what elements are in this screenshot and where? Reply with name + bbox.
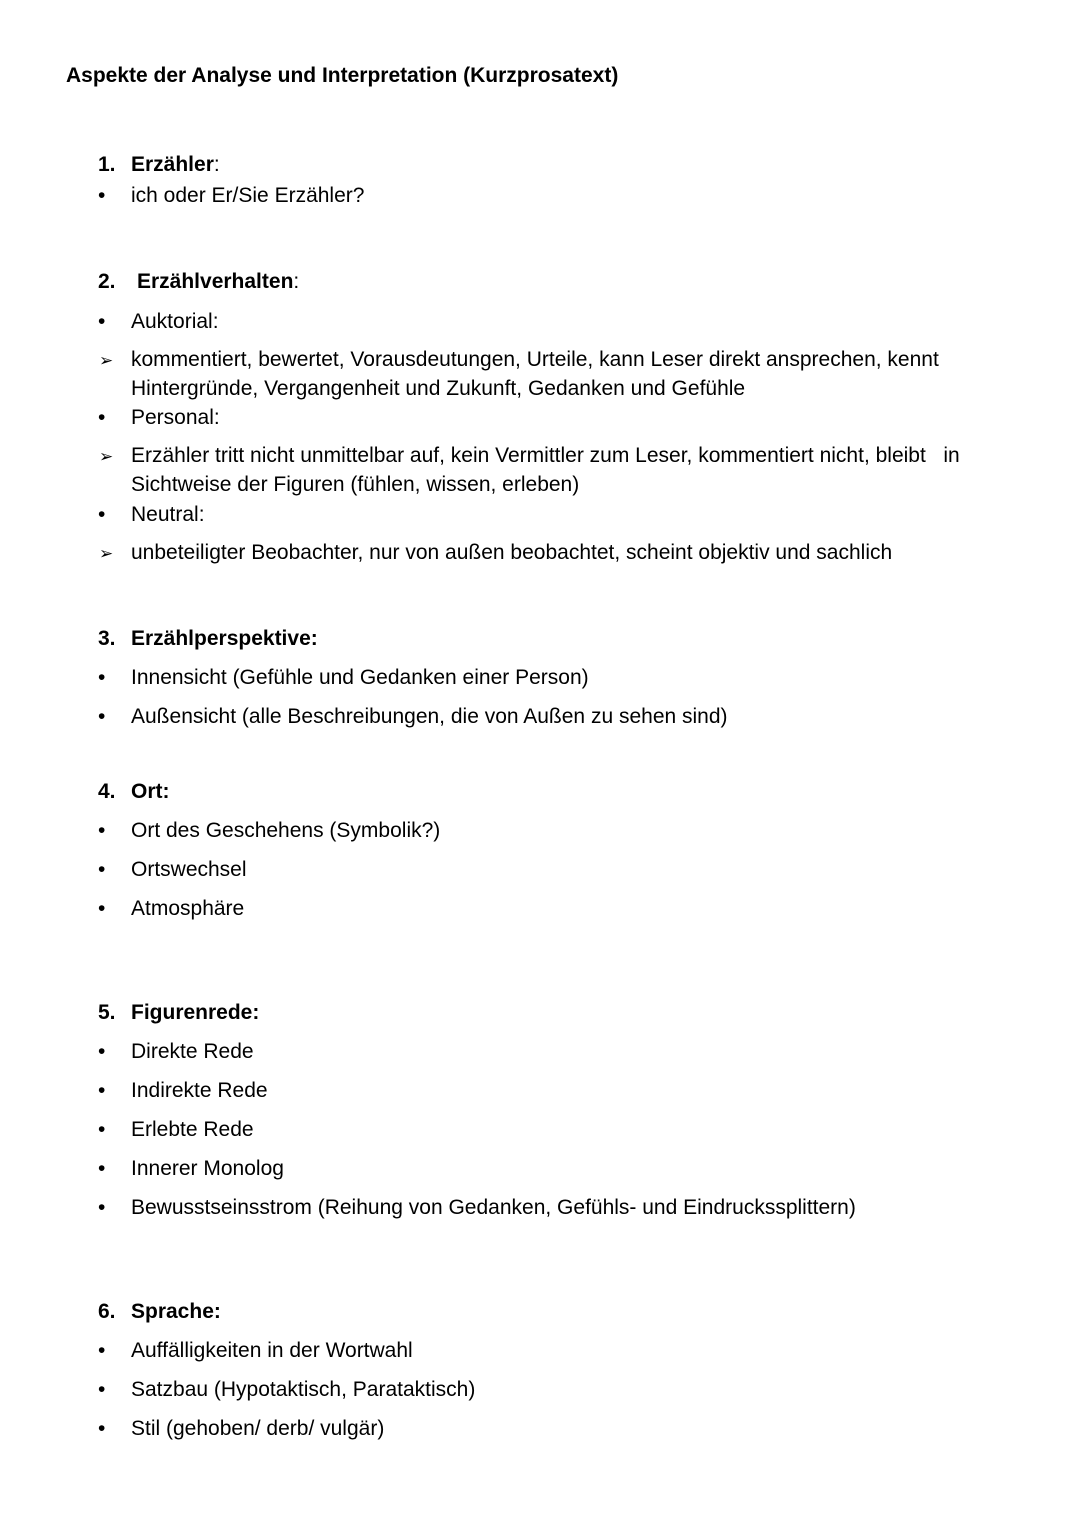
section-suffix: : xyxy=(213,153,220,176)
section-number: 5. xyxy=(98,1001,116,1024)
list-item-text: ich oder Er/Sie Erzähler? xyxy=(131,184,365,207)
page-title: Aspekte der Analyse und Interpretation (Kurzprosatext) xyxy=(66,64,619,87)
section-number: 2. xyxy=(98,270,116,293)
list-item xyxy=(98,1414,998,1443)
list-item xyxy=(98,1076,998,1105)
list-item-text: Erzähler tritt nicht unmittelbar auf, kein Vermittler zum Leser, kommentiert nicht, bleibt in Sichtweise der Figuren (fühlen, wissen, erleben) xyxy=(131,444,966,496)
list-item xyxy=(98,816,998,845)
list-item-text: Personal: xyxy=(131,406,220,429)
list-item xyxy=(98,1115,998,1144)
list-item xyxy=(98,702,998,731)
list-item-text: Außensicht (alle Beschreibungen, die von Außen zu sehen sind) xyxy=(131,705,728,728)
section-heading-figurenrede xyxy=(98,1001,259,1025)
arrow-bullet-icon: ➢ xyxy=(99,447,114,466)
bullet-icon: • xyxy=(98,1339,106,1362)
list-item xyxy=(98,1037,998,1066)
list-item-text: Innensicht (Gefühle und Gedanken einer Person) xyxy=(131,666,589,689)
section-heading-erzaehlverhalten xyxy=(98,270,299,294)
list-item-text: Auffälligkeiten in der Wortwahl xyxy=(131,1339,413,1362)
list-item-text: Neutral: xyxy=(131,503,205,526)
bullet-icon: • xyxy=(98,184,106,207)
list-item-text: Bewusstseinsstrom (Reihung von Gedanken, Gefühls- und Eindruckssplittern) xyxy=(131,1196,856,1219)
section-heading-erzaehler xyxy=(98,153,220,177)
section-label: Erzählperspektive: xyxy=(131,627,318,650)
bullet-icon: • xyxy=(98,1040,106,1063)
bullet-icon: • xyxy=(98,503,106,526)
list-item xyxy=(98,441,998,499)
list-item-text: Satzbau (Hypotaktisch, Parataktisch) xyxy=(131,1378,476,1401)
arrow-bullet-icon: ➢ xyxy=(99,544,114,563)
list-item-text: Stil (gehoben/ derb/ vulgär) xyxy=(131,1417,385,1440)
list-item-text: kommentiert, bewertet, Vorausdeutungen, Urteile, kann Leser direkt ansprechen, kennt Hintergründe, Vergangenheit und Zukunft, Gedanken und Gefühle xyxy=(131,348,939,400)
list-item xyxy=(98,855,998,884)
section-suffix: : xyxy=(293,270,300,293)
section-heading-sprache xyxy=(98,1300,221,1324)
list-item-text: Atmosphäre xyxy=(131,897,245,920)
list-item xyxy=(98,1336,998,1365)
section-label: Ort: xyxy=(131,780,170,803)
section-number: 1. xyxy=(98,153,116,176)
list-item xyxy=(98,894,998,923)
section-heading-ort xyxy=(98,780,170,804)
section-number: 3. xyxy=(98,627,116,650)
list-item-text: Erlebte Rede xyxy=(131,1118,254,1141)
list-item-text: Innerer Monolog xyxy=(131,1157,284,1180)
section-label: Erzähler xyxy=(131,153,214,176)
bullet-icon: • xyxy=(98,897,106,920)
list-item xyxy=(98,663,998,692)
bullet-icon: • xyxy=(98,858,106,881)
list-item xyxy=(98,307,998,336)
section-label: Figurenrede: xyxy=(131,1001,260,1024)
list-item-text: Ortswechsel xyxy=(131,858,247,881)
section-heading-erzaehlperspektive xyxy=(98,627,318,651)
bullet-icon: • xyxy=(98,1378,106,1401)
bullet-icon: • xyxy=(98,406,106,429)
bullet-icon: • xyxy=(98,1196,106,1219)
section-number: 6. xyxy=(98,1300,116,1323)
list-item xyxy=(98,500,998,529)
section-label: Erzählverhalten xyxy=(137,270,294,293)
bullet-icon: • xyxy=(98,705,106,728)
list-item-text: Auktorial: xyxy=(131,310,219,333)
bullet-icon: • xyxy=(98,1157,106,1180)
bullet-icon: • xyxy=(98,819,106,842)
list-item-text: Ort des Geschehens (Symbolik?) xyxy=(131,819,441,842)
list-item-text: unbeteiligter Beobachter, nur von außen beobachtet, scheint objektiv und sachlich xyxy=(131,541,893,564)
list-item xyxy=(98,1154,998,1183)
bullet-icon: • xyxy=(98,310,106,333)
list-item-text: Indirekte Rede xyxy=(131,1079,268,1102)
section-number: 4. xyxy=(98,780,116,803)
list-item xyxy=(98,1375,998,1404)
bullet-icon: • xyxy=(98,1079,106,1102)
list-item-text: Direkte Rede xyxy=(131,1040,254,1063)
list-item xyxy=(98,403,998,432)
bullet-icon: • xyxy=(98,1118,106,1141)
arrow-bullet-icon: ➢ xyxy=(99,351,114,370)
list-item xyxy=(98,1193,998,1222)
list-item xyxy=(98,181,998,210)
list-item xyxy=(98,538,998,567)
list-item xyxy=(98,345,998,403)
bullet-icon: • xyxy=(98,1417,106,1440)
bullet-icon: • xyxy=(98,666,106,689)
section-label: Sprache: xyxy=(131,1300,221,1323)
